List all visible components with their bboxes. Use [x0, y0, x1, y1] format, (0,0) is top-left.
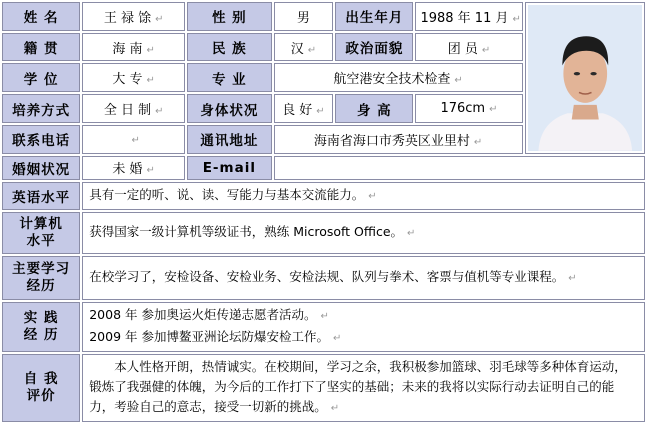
gender-label: 性 别 — [187, 2, 271, 31]
practice-item: 2009 年 参加博鳌亚洲论坛防爆安检工作。 ↵ — [89, 328, 342, 344]
self-evaluation-label: 自 我 评价 — [2, 354, 80, 422]
phone-value: ↵ — [82, 125, 185, 154]
english-value: 具有一定的听、说、读、写能力与基本交流能力。 ↵ — [82, 182, 645, 210]
practice-label: 实 践 经 历 — [2, 302, 80, 352]
birth-label: 出生年月 — [335, 2, 413, 31]
name-label: 姓 名 — [2, 2, 80, 31]
training-value: 全 日 制 ↵ — [82, 94, 185, 123]
major-value: 航空港安全技术检查 ↵ — [274, 63, 523, 92]
photo-cell — [525, 2, 646, 154]
practice-item: 2008 年 参加奥运火炬传递志愿者活动。 ↵ — [89, 306, 329, 322]
health-value: 良 好 ↵ — [274, 94, 334, 123]
english-label: 英语水平 — [2, 182, 80, 210]
email-value — [274, 156, 645, 180]
health-label: 身体状况 — [187, 94, 271, 123]
origin-label: 籍 贯 — [2, 33, 80, 62]
origin-value: 海 南 ↵ — [82, 33, 185, 62]
height-value: 176cm ↵ — [415, 94, 522, 123]
practice-value — [82, 302, 645, 352]
address-value: 海南省海口市秀英区业里村 ↵ — [274, 125, 523, 154]
computer-label: 计算机 水平 — [2, 212, 80, 254]
politics-label: 政治面貌 — [335, 33, 413, 62]
name-value: 王 禄 馀 ↵ — [82, 2, 185, 31]
major-label: 专 业 — [187, 63, 271, 92]
courses-label: 主要学习 经历 — [2, 256, 80, 300]
portrait-photo — [528, 5, 643, 151]
email-label: E-mail — [187, 156, 271, 180]
marital-label: 婚姻状况 — [2, 156, 80, 180]
ethnicity-label: 民 族 — [187, 33, 271, 62]
height-label: 身 高 — [335, 94, 413, 123]
politics-value: 团 员 ↵ — [415, 33, 522, 62]
courses-value: 在校学习了，安检设备、安检业务、安检法规、队列与拳术、客票与值机等专业课程。 ↵ — [82, 256, 645, 300]
degree-label: 学 位 — [2, 63, 80, 92]
birth-value: 1988 年 11 月 ↵ — [415, 2, 522, 31]
training-label: 培养方式 — [2, 94, 80, 123]
degree-value: 大 专 ↵ — [82, 63, 185, 92]
address-label: 通讯地址 — [187, 125, 271, 154]
marital-value: 未 婚 ↵ — [82, 156, 185, 180]
self-evaluation-value: 本人性格开朗，热情诚实。在校期间，学习之余，我积极参加篮球、羽毛球等多种体育运动，锻炼了我强健的体魄，为今后的工作打下了坚实的基础；未来的我将以实际行动去证明自己的能力，考验自己的意志，接受一切新的挑战。 ↵ — [82, 354, 645, 422]
phone-label: 联系电话 — [2, 125, 80, 154]
ethnicity-value: 汉 ↵ — [274, 33, 334, 62]
computer-value: 获得国家一级计算机等级证书，熟练 Microsoft Office。 ↵ — [82, 212, 645, 254]
gender-value: 男 — [274, 2, 334, 31]
